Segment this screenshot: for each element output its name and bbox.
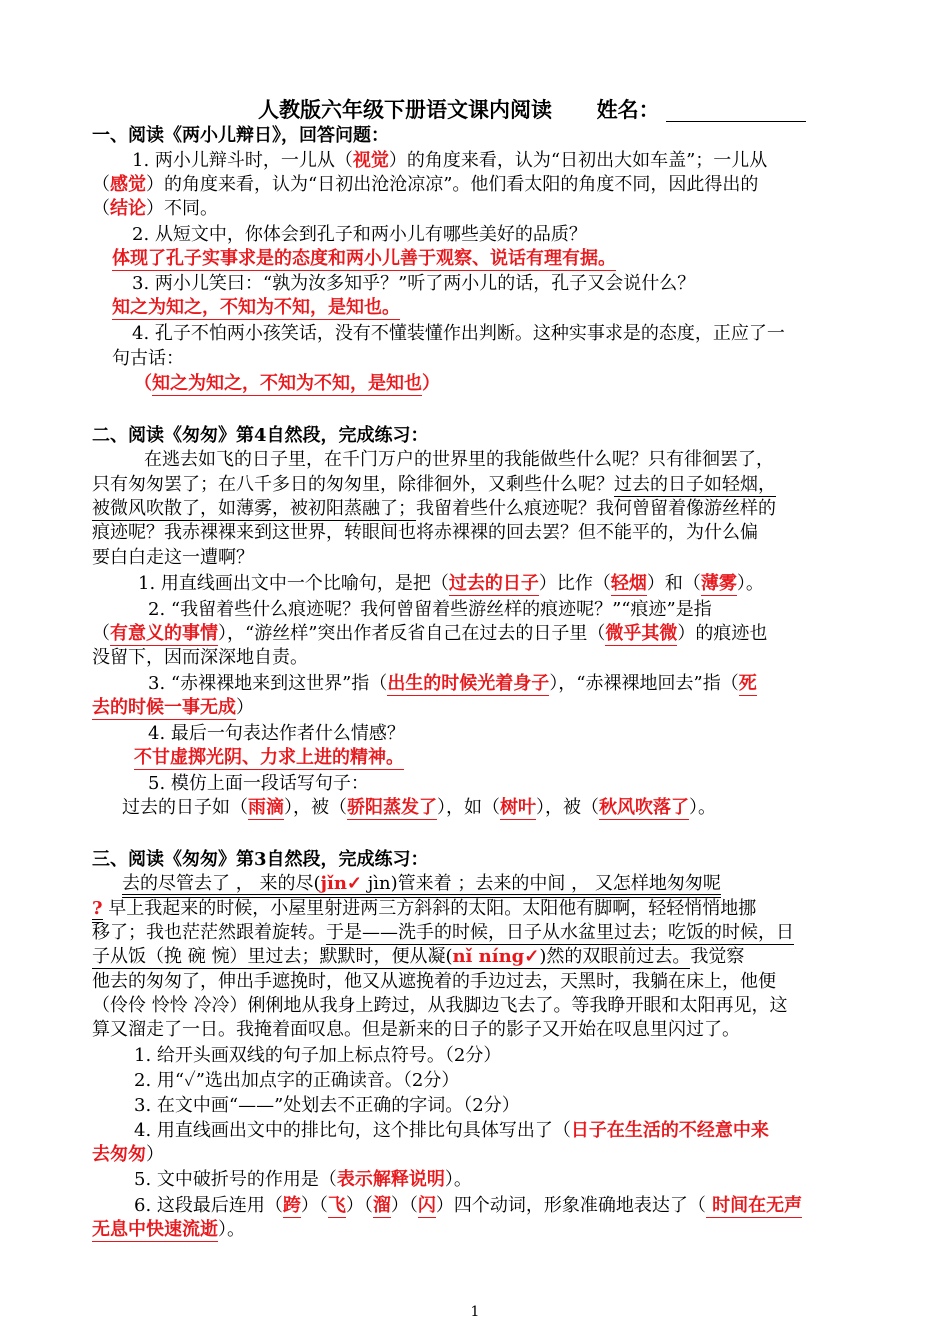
answer-text: 微乎其微: [605, 623, 678, 644]
answer-text: 体现了孔子实事求是的态度和两小儿善于观察、说话有理有据。: [112, 248, 616, 269]
s2-passage-line3: 被微风吹散了，如薄雾，被初阳蒸融了；我留着些什么痕迹呢？我何曾留着像游丝样的: [92, 498, 776, 519]
s3-q4-line2: 去匆匆）: [92, 1144, 164, 1165]
s1-q3-answer: [112, 296, 892, 320]
answer-text: 表示解释说明: [336, 1169, 445, 1190]
answer-text: 不甘虚掷光阴、力求上进的精神。: [134, 747, 404, 768]
answer-text: 视觉: [352, 150, 389, 171]
s3-q5: 5. 文中破折号的作用是（表示解释说明）。: [134, 1169, 472, 1190]
answer-text: 骄阳蒸发了: [347, 797, 437, 818]
answer-text: 跨: [282, 1195, 301, 1216]
s1-q3: 3. 两小儿笑曰：“孰为汝多知乎？”听了两小儿的话，孔子又会说什么？: [132, 273, 696, 294]
s2-passage-line4: 痕迹呢？我赤裸裸来到这世界，转眼间也将赤裸裸的回去罢？但不能平的，为什么偏: [92, 522, 758, 543]
answer-text: 轻烟: [610, 573, 647, 594]
answer-text: ?: [92, 898, 103, 923]
answer-text: 过去的日子: [448, 573, 539, 594]
s2-q1: 1. 用直线画出文中一个比喻句，是把（过去的日子）比作（轻烟）和（薄雾）。: [138, 573, 764, 594]
s2-q3-line2: 去的时候一事无成）: [92, 697, 254, 718]
s2-q5-answer: 过去的日子如（雨滴），被（骄阳蒸发了），如（树叶），被（秋风吹落了）。: [122, 797, 716, 818]
section-2-heading: 二、阅读《匆匆》第4自然段，完成练习：: [92, 425, 429, 446]
s2-q5: 5. 模仿上面一段话写句子：: [148, 773, 369, 794]
answer-text: 时间在无声: [705, 1195, 803, 1216]
s3-passage-line1: 去的尽管去了 ， 来的尽(jǐn✓ jìn)管来着 ；去来的中间 ， 又怎样地匆匆呢: [122, 872, 902, 896]
s1-q2: 2. 从短文中，你体会到孔子和两小儿有哪些美好的品质？: [132, 224, 587, 245]
answer-text: 出生的时候光着身子: [387, 673, 550, 694]
s3-passage-line3: 移了；我也茫茫然跟着旋转。于是——洗手的时候，日子从水盆里过去；吃饭的时候，日: [92, 922, 794, 943]
s2-q2-line1: 2. “我留着些什么痕迹呢？我何曾留着些游丝样的痕迹呢？”“痕迹”是指: [148, 599, 712, 620]
name-input-line[interactable]: [666, 101, 806, 122]
answer-text: 薄雾: [700, 573, 737, 594]
s3-q6-line1: 6. 这段最后连用（跨）（飞）（溜）（闪）四个动词，形象准确地表达了（ 时间在无声: [134, 1195, 803, 1216]
s1-q1-line1: 1. 两小儿辩斗时，一儿从（视觉）的角度来看，认为“日初出大如车盖”；一儿从: [132, 150, 768, 171]
answer-text: 溜: [372, 1195, 391, 1216]
answer-text: 雨滴: [248, 797, 284, 818]
s1-q4-answer: （知之为知之，不知为不知，是知也）: [134, 373, 440, 394]
s1-q4-line1: 4. 孔子不怕两小孩笑话，没有不懂装懂作出判断。这种实事求是的态度，正应了一: [132, 323, 785, 344]
answer-text: 结论: [110, 198, 146, 219]
s2-q2-line3: 没留下，因而深深地自责。: [92, 647, 308, 668]
answer-text: 知之为知之，不知为不知，是知也: [152, 373, 422, 394]
s3-q3: 3. 在文中画“——”处划去不正确的字词。（2分）: [134, 1095, 520, 1116]
answer-text: 去匆匆: [92, 1144, 146, 1165]
section-3-heading: 三、阅读《匆匆》第3自然段，完成练习：: [92, 849, 429, 870]
s2-q4: 4. 最后一句表达作者什么情感？: [148, 723, 405, 744]
s2-passage-line1: 在逃去如飞的日子里，在千门万户的世界里的我能做些什么呢？只有徘徊罢了，: [144, 449, 774, 470]
s1-q1-line2: （感觉）的角度来看，认为“日初出沧沧凉凉”。他们看太阳的角度不同，因此得出的: [92, 174, 759, 195]
s2-q2-line2: （有意义的事情），“游丝样”突出作者反省自己在过去的日子里（微乎其微）的痕迹也: [92, 623, 768, 644]
s2-passage-line2: 只有匆匆罢了；在八千多日的匆匆里，除徘徊外，又剩些什么呢？过去的日子如轻烟，: [92, 474, 776, 495]
s1-q1-line3: （结论）不同。: [92, 198, 218, 219]
answer-text: 日子在生活的不经意中来: [570, 1120, 769, 1141]
s3-passage-line7: 算又溜走了一日。我掩着面叹息。但是新来的日子的影子又开始在叹息里闪过了。: [92, 1019, 740, 1040]
answer-text: 去的时候一事无成: [92, 697, 236, 718]
page-number: 1: [470, 1304, 480, 1320]
s3-q4-line1: 4. 用直线画出文中的排比句，这个排比句具体写出了（日子在生活的不经意中来: [134, 1120, 769, 1141]
name-label: 姓名：: [596, 97, 660, 122]
answer-text: 闪: [417, 1195, 436, 1216]
section-1-heading: 一、阅读《两小儿辩日》，回答问题：: [92, 125, 389, 146]
answer-text: 秋风吹落了: [599, 797, 689, 818]
answer-text: 有意义的事情: [110, 623, 218, 644]
s2-q4-answer: [134, 746, 914, 770]
s2-q3-line1: 3. “赤裸裸地来到这世界”指（出生的时候光着身子），“赤裸裸地回去”指（死: [148, 673, 757, 694]
s3-q6-line2: 无息中快速流逝）。: [92, 1219, 245, 1240]
answer-text: jǐn✓: [320, 873, 362, 898]
answer-text: 知之为知之，不知为不知，是知也。: [112, 297, 400, 318]
answer-text: 无息中快速流逝: [92, 1219, 218, 1240]
s1-q4-line2: 句古话：: [112, 348, 184, 369]
s3-q1: 1. 给开头画双线的句子加上标点符号。（2分）: [134, 1045, 502, 1066]
answer-text: 感觉: [110, 174, 146, 195]
s3-passage-line5: 他去的匆匆了，伸出手遮挽时，他又从遮挽着的手边过去，天黑时，我躺在床上，他便: [92, 971, 776, 992]
s1-q2-answer: [112, 247, 892, 271]
answer-text: 树叶: [500, 797, 536, 818]
s3-passage-line2: ? 早上我起来的时候，小屋里射进两三方斜斜的太阳。太阳他有脚啊，轻轻悄悄地挪: [92, 897, 872, 921]
page-title: 人教版六年级下册语文课内阅读: [258, 97, 552, 122]
answer-text: 飞: [327, 1195, 346, 1216]
answer-text: 死: [738, 673, 757, 694]
answer-text: nǐ níng✓: [452, 946, 540, 967]
s3-q2: 2. 用“✓”选出加点字的正确读音。（2分）: [134, 1070, 460, 1091]
s2-passage-line5: 要白白走这一遭啊？: [92, 547, 254, 568]
s3-passage-line4: 子从饭（挽 碗 惋）里过去；默默时，便从凝(nǐ níng✓)然的双眼前过去。我觉察: [92, 946, 745, 967]
page-title-line: [258, 98, 878, 122]
s3-passage-line6: （伶伶 怜怜 冷冷）俐俐地从我身上跨过，从我脚边飞去了。等我睁开眼和太阳再见，这: [92, 995, 788, 1016]
